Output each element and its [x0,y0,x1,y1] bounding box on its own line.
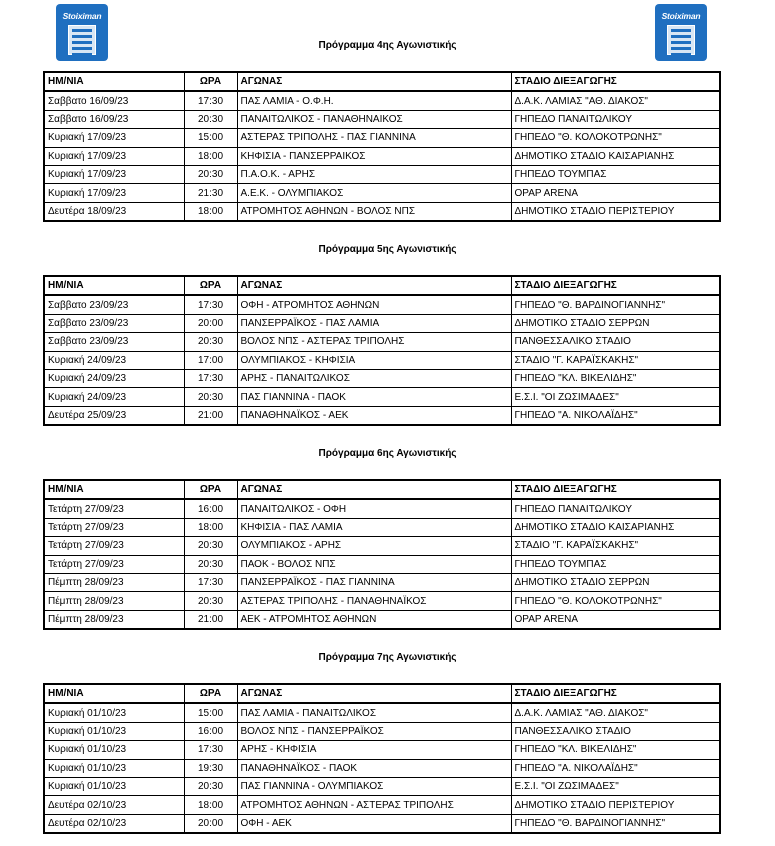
table-header-row [44,72,720,91]
cell-stadium: ΓΗΠΕΔΟ "Α. ΝΙΚΟΛΑΪΔΗΣ" [511,406,720,425]
col-header-date: ΗΜ/ΝΙΑ [44,684,184,703]
table-row [44,351,720,369]
table-row [44,295,720,314]
cell-date: Κυριακή 24/09/23 [44,369,184,387]
table-row [44,184,720,202]
cell-stadium: OPAP ARENA [511,610,720,629]
cell-date: Σαββατο 16/09/23 [44,110,184,128]
cell-stadium: ΔΗΜΟΤΙΚΟ ΣΤΑΔΙΟ ΣΕΡΡΩΝ [511,314,720,332]
cell-match: ΟΛΥΜΠΙΑΚΟΣ - ΑΡΗΣ [237,537,511,555]
table-row [44,202,720,221]
cell-stadium: ΔΗΜΟΤΙΚΟ ΣΤΑΔΙΟ ΠΕΡΙΣΤΕΡΙΟΥ [511,796,720,814]
cell-date: Κυριακή 01/10/23 [44,759,184,777]
table-row [44,406,720,425]
cell-match: ΠΑΝΑΘΗΝΑΪΚΟΣ - ΠΑΟΚ [237,759,511,777]
cell-stadium: ΣΤΑΔΙΟ "Γ. ΚΑΡΑΪΣΚΑΚΗΣ" [511,351,720,369]
round-title: Πρόγραμμα 6ης Αγωνιστικής [318,448,457,459]
stoiximan-logo [56,4,108,61]
cell-stadium: Ε.Σ.Ι. "ΟΙ ΖΩΣΙΜΑΔΕΣ" [511,777,720,795]
cell-match: ΠΑΟΚ - ΒΟΛΟΣ ΝΠΣ [237,555,511,573]
cell-match: ΟΦΗ - ΑΕΚ [237,814,511,833]
col-header-stadium: ΣΤΑΔΙΟ ΔΙΕΞΑΓΩΓΗΣ [511,480,720,499]
round-title: Πρόγραμμα 7ης Αγωνιστικής [318,652,457,663]
table-row [44,165,720,183]
cell-stadium: ΠΑΝΘΕΣΣΑΛΙΚΟ ΣΤΑΔΙΟ [511,722,720,740]
cell-time: 18:00 [184,796,237,814]
cell-stadium: ΓΗΠΕΔΟ "Θ. ΒΑΡΔΙΝΟΓΙΑΝΝΗΣ" [511,814,720,833]
col-header-match: ΑΓΩΝΑΣ [237,480,511,499]
cell-time: 20:00 [184,814,237,833]
cell-time: 15:00 [184,129,237,147]
cell-date: Τετάρτη 27/09/23 [44,537,184,555]
cell-stadium: ΓΗΠΕΔΟ ΠΑΝΑΙΤΩΛΙΚΟΥ [511,110,720,128]
col-header-stadium: ΣΤΑΔΙΟ ΔΙΕΞΑΓΩΓΗΣ [511,72,720,91]
cell-date: Κυριακή 17/09/23 [44,184,184,202]
cell-stadium: ΓΗΠΕΔΟ "Θ. ΚΟΛΟΚΟΤΡΩΝΗΣ" [511,592,720,610]
cell-time: 21:00 [184,610,237,629]
cell-match: Π.Α.Ο.Κ. - ΑΡΗΣ [237,165,511,183]
cell-stadium: ΓΗΠΕΔΟ "ΚΛ. ΒΙΚΕΛΙΔΗΣ" [511,369,720,387]
cell-match: ΒΟΛΟΣ ΝΠΣ - ΠΑΝΣΕΡΡΑΪΚΟΣ [237,722,511,740]
cell-stadium: Δ.Α.Κ. ΛΑΜΙΑΣ "ΑΘ. ΔΙΑΚΟΣ" [511,91,720,110]
cell-stadium: ΠΑΝΘΕΣΣΑΛΙΚΟ ΣΤΑΔΙΟ [511,333,720,351]
cell-match: ΠΑΝΑΙΤΩΛΙΚΟΣ - ΠΑΝΑΘΗΝΑΙΚΟΣ [237,110,511,128]
cell-date: Κυριακή 01/10/23 [44,741,184,759]
table-row [44,147,720,165]
cell-date: Σαββατο 23/09/23 [44,295,184,314]
table-row [44,537,720,555]
table-row [44,518,720,536]
cell-match: ΠΑΝΣΕΡΡΑΪΚΟΣ - ΠΑΣ ΛΑΜΙΑ [237,314,511,332]
table-row [44,777,720,795]
cell-stadium: ΣΤΑΔΙΟ "Γ. ΚΑΡΑΪΣΚΑΚΗΣ" [511,537,720,555]
cell-stadium: ΓΗΠΕΔΟ "Α. ΝΙΚΟΛΑΪΔΗΣ" [511,759,720,777]
cell-time: 16:00 [184,722,237,740]
cell-date: Πέμπτη 28/09/23 [44,592,184,610]
cell-stadium: Δ.Α.Κ. ΛΑΜΙΑΣ "ΑΘ. ΔΙΑΚΟΣ" [511,703,720,722]
cell-date: Κυριακή 01/10/23 [44,722,184,740]
cell-match: ΟΛΥΜΠΙΑΚΟΣ - ΚΗΦΙΣΙΑ [237,351,511,369]
cell-time: 20:30 [184,555,237,573]
table-row [44,722,720,740]
cell-date: Κυριακή 17/09/23 [44,165,184,183]
table-row [44,555,720,573]
fixtures-table [43,683,721,834]
cell-match: ΑΡΗΣ - ΚΗΦΙΣΙΑ [237,741,511,759]
cell-match: ΠΑΣ ΛΑΜΙΑ - Ο.Φ.Η. [237,91,511,110]
cell-time: 17:30 [184,369,237,387]
logo-brand-text: Stoiximan [661,11,701,21]
col-header-match: ΑΓΩΝΑΣ [237,684,511,703]
col-header-date: ΗΜ/ΝΙΑ [44,480,184,499]
cell-date: Κυριακή 01/10/23 [44,777,184,795]
table-row [44,91,720,110]
cell-time: 20:30 [184,110,237,128]
cell-date: Τετάρτη 27/09/23 [44,499,184,518]
cell-match: ΑΣΤΕΡΑΣ ΤΡΙΠΟΛΗΣ - ΠΑΣ ΓΙΑΝΝΙΝΑ [237,129,511,147]
table-header-row [44,684,720,703]
col-header-time: ΩΡΑ [184,684,237,703]
cell-match: ΚΗΦΙΣΙΑ - ΠΑΝΣΕΡΡΑΙΚΟΣ [237,147,511,165]
cell-date: Κυριακή 17/09/23 [44,147,184,165]
cell-time: 20:30 [184,333,237,351]
cell-time: 17:30 [184,295,237,314]
cell-stadium: ΔΗΜΟΤΙΚΟ ΣΤΑΔΙΟ ΠΕΡΙΣΤΕΡΙΟΥ [511,202,720,221]
cell-stadium: ΓΗΠΕΔΟ "Θ. ΒΑΡΔΙΝΟΓΙΑΝΝΗΣ" [511,295,720,314]
table-row [44,573,720,591]
col-header-date: ΗΜ/ΝΙΑ [44,72,184,91]
cell-match: ΠΑΝΣΕΡΡΑΪΚΟΣ - ΠΑΣ ΓΙΑΝΝΙΝΑ [237,573,511,591]
cell-match: ΠΑΝΑΙΤΩΛΙΚΟΣ - ΟΦΗ [237,499,511,518]
logo-brand-text: Stoiximan [62,11,102,21]
cell-time: 19:30 [184,759,237,777]
cell-time: 20:30 [184,537,237,555]
cell-date: Πέμπτη 28/09/23 [44,573,184,591]
cell-match: ΑΣΤΕΡΑΣ ΤΡΙΠΟΛΗΣ - ΠΑΝΑΘΗΝΑΪΚΟΣ [237,592,511,610]
cell-date: Πέμπτη 28/09/23 [44,610,184,629]
cell-time: 17:30 [184,573,237,591]
cell-date: Σαββατο 23/09/23 [44,333,184,351]
cell-date: Κυριακή 01/10/23 [44,703,184,722]
cell-stadium: ΔΗΜΟΤΙΚΟ ΣΤΑΔΙΟ ΚΑΙΣΑΡΙΑΝΗΣ [511,147,720,165]
cell-stadium: ΓΗΠΕΔΟ ΤΟΥΜΠΑΣ [511,165,720,183]
col-header-match: ΑΓΩΝΑΣ [237,276,511,295]
table-row [44,610,720,629]
col-header-time: ΩΡΑ [184,480,237,499]
cell-time: 21:30 [184,184,237,202]
cell-date: Τετάρτη 27/09/23 [44,555,184,573]
cell-match: ΚΗΦΙΣΙΑ - ΠΑΣ ΛΑΜΙΑ [237,518,511,536]
cell-stadium: ΓΗΠΕΔΟ ΠΑΝΑΙΤΩΛΙΚΟΥ [511,499,720,518]
table-header-row [44,276,720,295]
cell-match: ΑΤΡΟΜΗΤΟΣ ΑΘΗΝΩΝ - ΑΣΤΕΡΑΣ ΤΡΙΠΟΛΗΣ [237,796,511,814]
cell-time: 17:30 [184,741,237,759]
cell-time: 20:30 [184,777,237,795]
cell-stadium: Ε.Σ.Ι. "ΟΙ ΖΩΣΙΜΑΔΕΣ" [511,388,720,406]
col-header-match: ΑΓΩΝΑΣ [237,72,511,91]
cell-date: Κυριακή 17/09/23 [44,129,184,147]
round-title: Πρόγραμμα 4ης Αγωνιστικής [318,40,457,51]
col-header-date: ΗΜ/ΝΙΑ [44,276,184,295]
cell-stadium: ΓΗΠΕΔΟ ΤΟΥΜΠΑΣ [511,555,720,573]
table-row [44,499,720,518]
cell-date: Δευτέρα 18/09/23 [44,202,184,221]
table-row [44,314,720,332]
cell-date: Τετάρτη 27/09/23 [44,518,184,536]
cell-date: Δευτέρα 25/09/23 [44,406,184,425]
cell-match: ΟΦΗ - ΑΤΡΟΜΗΤΟΣ ΑΘΗΝΩΝ [237,295,511,314]
col-header-stadium: ΣΤΑΔΙΟ ΔΙΕΞΑΓΩΓΗΣ [511,684,720,703]
table-row [44,369,720,387]
stoiximan-logo [655,4,707,61]
cell-match: ΠΑΣ ΛΑΜΙΑ - ΠΑΝΑΙΤΩΛΙΚΟΣ [237,703,511,722]
cell-match: ΑΕΚ - ΑΤΡΟΜΗΤΟΣ ΑΘΗΝΩΝ [237,610,511,629]
cell-stadium: ΓΗΠΕΔΟ "Θ. ΚΟΛΟΚΟΤΡΩΝΗΣ" [511,129,720,147]
table-row [44,814,720,833]
cell-time: 20:30 [184,165,237,183]
cell-date: Σαββατο 16/09/23 [44,91,184,110]
cell-time: 20:30 [184,388,237,406]
cell-match: ΑΡΗΣ - ΠΑΝΑΙΤΩΛΙΚΟΣ [237,369,511,387]
round-title: Πρόγραμμα 5ης Αγωνιστικής [318,244,457,255]
col-header-time: ΩΡΑ [184,276,237,295]
table-row [44,741,720,759]
table-row [44,759,720,777]
cell-stadium: ΓΗΠΕΔΟ "ΚΛ. ΒΙΚΕΛΙΔΗΣ" [511,741,720,759]
table-row [44,703,720,722]
cell-time: 20:00 [184,314,237,332]
cell-match: ΠΑΣ ΓΙΑΝΝΙΝΑ - ΟΛΥΜΠΙΑΚΟΣ [237,777,511,795]
cell-date: Κυριακή 24/09/23 [44,351,184,369]
cell-time: 18:00 [184,147,237,165]
cell-time: 20:30 [184,592,237,610]
fixtures-table [43,275,721,426]
cell-date: Σαββατο 23/09/23 [44,314,184,332]
table-row [44,388,720,406]
table-header-row [44,480,720,499]
col-header-time: ΩΡΑ [184,72,237,91]
cell-match: ΠΑΣ ΓΙΑΝΝΙΝΑ - ΠΑΟΚ [237,388,511,406]
cell-stadium: ΔΗΜΟΤΙΚΟ ΣΤΑΔΙΟ ΚΑΙΣΑΡΙΑΝΗΣ [511,518,720,536]
table-row [44,796,720,814]
cell-match: ΑΤΡΟΜΗΤΟΣ ΑΘΗΝΩΝ - ΒΟΛΟΣ ΝΠΣ [237,202,511,221]
table-row [44,333,720,351]
table-row [44,110,720,128]
cell-date: Κυριακή 24/09/23 [44,388,184,406]
fixtures-table [43,479,721,630]
cell-stadium: ΔΗΜΟΤΙΚΟ ΣΤΑΔΙΟ ΣΕΡΡΩΝ [511,573,720,591]
fixtures-table [43,71,721,222]
table-row [44,129,720,147]
col-header-stadium: ΣΤΑΔΙΟ ΔΙΕΞΑΓΩΓΗΣ [511,276,720,295]
cell-stadium: OPAP ARENA [511,184,720,202]
cell-time: 17:30 [184,91,237,110]
cell-time: 17:00 [184,351,237,369]
table-row [44,592,720,610]
cell-time: 18:00 [184,518,237,536]
cell-time: 15:00 [184,703,237,722]
cell-time: 16:00 [184,499,237,518]
cell-time: 21:00 [184,406,237,425]
cell-date: Δευτέρα 02/10/23 [44,796,184,814]
cell-match: ΒΟΛΟΣ ΝΠΣ - ΑΣΤΕΡΑΣ ΤΡΙΠΟΛΗΣ [237,333,511,351]
cell-match: Α.Ε.Κ. - ΟΛΥΜΠΙΑΚΟΣ [237,184,511,202]
cell-match: ΠΑΝΑΘΗΝΑΪΚΟΣ - ΑΕΚ [237,406,511,425]
cell-date: Δευτέρα 02/10/23 [44,814,184,833]
cell-time: 18:00 [184,202,237,221]
